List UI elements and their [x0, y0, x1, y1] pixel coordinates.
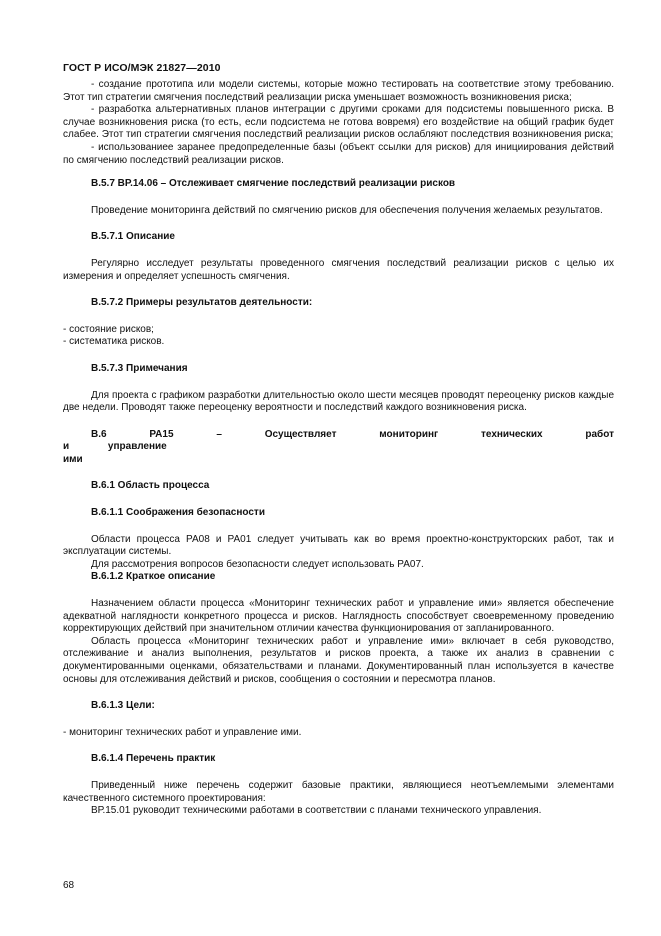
intro-item-alt-plans: - разработка альтернативных планов интеграции с другими сроками для подсистемы повышенного риска. В случае возникновения риска (то есть, если подсистема не готова вовремя) его воздействие на общий график будет слабее. Этот тип стратегии смягчения последствий реализации рисков ослабляют последствия возникновения риска;	[63, 104, 614, 141]
intro-item-prototype: - создание прототипа или модели системы, которые можно тестировать на соответствие этому требованию. Этот тип стратегии смягчения последствий реализации риска уменьшает возможность возникновения риска;	[63, 79, 614, 103]
b611-text-2: Для рассмотрения вопросов безопасности следует использовать РА07.	[91, 558, 424, 570]
standard-header: ГОСТ Р ИСО/МЭК 21827—2010	[63, 62, 221, 74]
b6-heading-line2: ими	[63, 453, 83, 465]
b611-text-1: Области процесса РА08 и РА01 следует учитывать как во время проектно-конструкторских работ, так и эксплуатации системы.	[63, 533, 614, 558]
b614-practice-item: ВР.15.01 руководит техническими работами в соответствии с планами технического управления.	[91, 805, 542, 817]
b573-text: Для проекта с графиком разработки длительностью около шести месяцев проводят переоценку рисков каждые две недели. Проводят также переоценку вероятности и последствий каждого возникновения риска.	[63, 389, 614, 414]
section-heading-b573: В.5.7.3 Примечания	[91, 362, 188, 374]
b6-heading-line1: В.6 РА15 – Осуществляет мониторинг технических работ и управление	[63, 428, 614, 453]
b571-text: Регулярно исследует результаты проведенного смягчения последствий реализации рисков с целью их измерения и определяет успешность смягчения.	[63, 257, 614, 282]
b572-item-taxonomy: - систематика рисков.	[63, 336, 165, 348]
intro-item-baselines: - использованиее заранее предопределенные базы (объект ссылки для рисков) для инициирования действий по смягчению последствий реализации рисков.	[63, 141, 614, 166]
b614-text: Приведенный ниже перечень содержит базовые практики, являющиеся неотъемлемыми элементами качественного системного проектирования:	[63, 779, 614, 804]
section-heading-b611: В.6.1.1 Соображения безопасности	[91, 507, 265, 519]
section-heading-b61: В.6.1 Область процесса	[91, 480, 210, 492]
section-heading-b57: В.5.7 ВР.14.06 – Отслеживает смягчение последствий реализации рисков	[91, 178, 456, 190]
section-heading-b6	[63, 429, 614, 454]
section-heading-b613: В.6.1.3 Цели:	[91, 700, 155, 712]
section-heading-b612: В.6.1.2 Краткое описание	[91, 571, 216, 583]
b613-text: - мониторинг технических работ и управление ими.	[63, 726, 302, 738]
b57-text: Проведение мониторинга действий по смягчению рисков для обеспечения получения желаемых результатов.	[91, 204, 603, 216]
section-heading-b614: В.6.1.4 Перечень практик	[91, 753, 216, 765]
section-heading-b572: В.5.7.2 Примеры результатов деятельности:	[91, 297, 313, 309]
section-heading-b571: В.5.7.1 Описание	[91, 231, 175, 243]
b612-text-1: Назначением области процесса «Мониторинг технических работ и управление ими» является обеспечение адекватной наглядности конкретного процесса и рисков. Наглядность способствует своевременному проведению корректирующих действий при значительном отличии качества функционирования от запланированного.	[63, 598, 614, 635]
page-number: 68	[63, 880, 75, 891]
b612-text-2: Область процесса «Мониторинг технических работ и управление ими» включает в себя руководство, отслеживание и анализ выполнения, результатов и рисков проекта, а также их анализ в сравнении с документированными оценками, обязательствами и планами. Документированный план используется в качестве основы для отслеживания действий и рисков, сообщения о состоянии и пересмотра планов.	[63, 635, 614, 685]
b572-item-state: - состояние рисков;	[63, 323, 154, 335]
page-content	[63, 79, 614, 818]
